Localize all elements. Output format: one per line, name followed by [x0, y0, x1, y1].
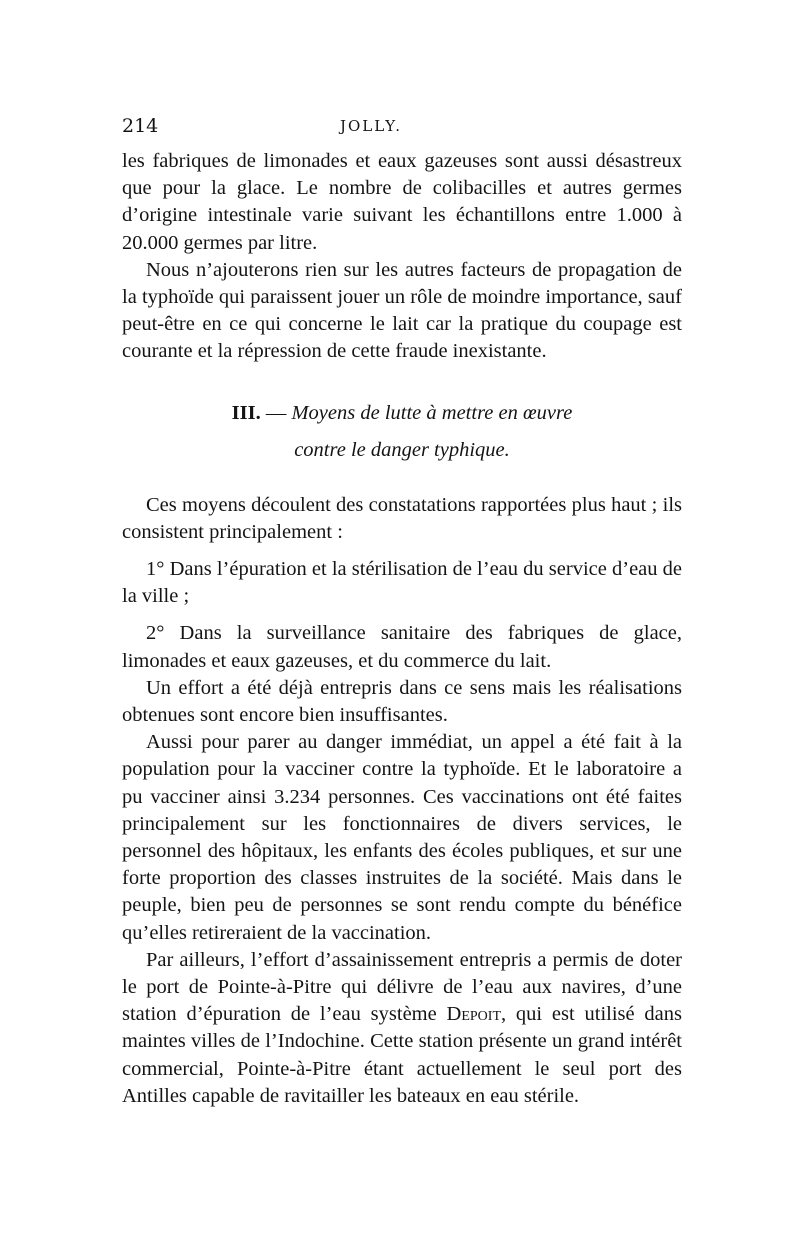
- paragraph-effort: Un effort a été déjà entrepris dans ce sens mais les réalisations obtenues sont encore bien insuffisantes.: [122, 676, 682, 727]
- section-title-line2: contre le danger typhique.: [294, 438, 510, 461]
- port-text-a: Par ailleurs, l’effort d’assainissement entrepris a permis de doter le port de Pointe-à-Pitre qui délivre de l’eau aux navires, d’une station d’épuration de l’eau système: [122, 948, 682, 1026]
- page-header: [122, 112, 682, 140]
- page-number: 214: [122, 115, 159, 137]
- paragraph-vaccination: Aussi pour parer au danger immédiat, un appel a été fait à la population pour la vacciner contre la typhoïde. Et le laboratoire a pu vacciner ainsi 3.234 personnes. Ces vaccinations ont été faites principalement sur les fonctionnaires de divers services, le personnel des hôpitaux, les enfants des écoles publiques, et sur une forte proportion des classes instruites de la société. Mais dans le peuple, bien peu de personnes se sont rendu compte du bénéfice qu’elles retireraient de la vaccination.: [122, 731, 682, 944]
- running-title: JOLLY.: [340, 117, 403, 135]
- paragraph-means: Ces moyens découlent des constatations rapportées plus haut ; ils consistent principalement :: [122, 493, 682, 543]
- section-number: III.: [231, 401, 261, 424]
- port-text-b: , qui est utilisé dans maintes villes de l’Indochine. Cette station présente un grand intérêt commercial, Pointe-à-Pitre étant actuellement le seul port des Antilles capable de ravitailler les bateaux en eau stérile.: [122, 1003, 682, 1107]
- section-dash: —: [265, 401, 287, 424]
- paragraph-item-1: 1° Dans l’épuration et la stérilisation de l’eau du service d’eau de la ville ;: [122, 558, 682, 608]
- paragraph-continuation: les fabriques de limonades et eaux gazeuses sont aussi désastreux que pour la glace. Le nombre de colibacilles et autres germes d’origine intestinale varie suivant les échantillons entre 1.000 à 20.000 germes par litre.: [122, 150, 682, 254]
- section-heading: [122, 400, 682, 427]
- paragraph-item-2: 2° Dans la surveillance sanitaire des fabriques de glace, limonades et eaux gazeuses, et du commerce du lait.: [122, 622, 682, 672]
- section-title-line1: Moyens de lutte à mettre en œuvre: [291, 401, 573, 424]
- system-name: Depoit: [446, 1003, 501, 1026]
- paragraph-port: [122, 947, 682, 1110]
- paragraph-propagation: Nous n’ajouterons rien sur les autres facteurs de propagation de la typhoïde qui paraissent jouer un rôle de moindre importance, sauf peut-être en ce qui concerne le lait car la pratique du coupage est courante et la répression de cette fraude inexistante.: [122, 258, 682, 363]
- body-text: [122, 148, 682, 1110]
- section-heading-line2: [122, 437, 682, 464]
